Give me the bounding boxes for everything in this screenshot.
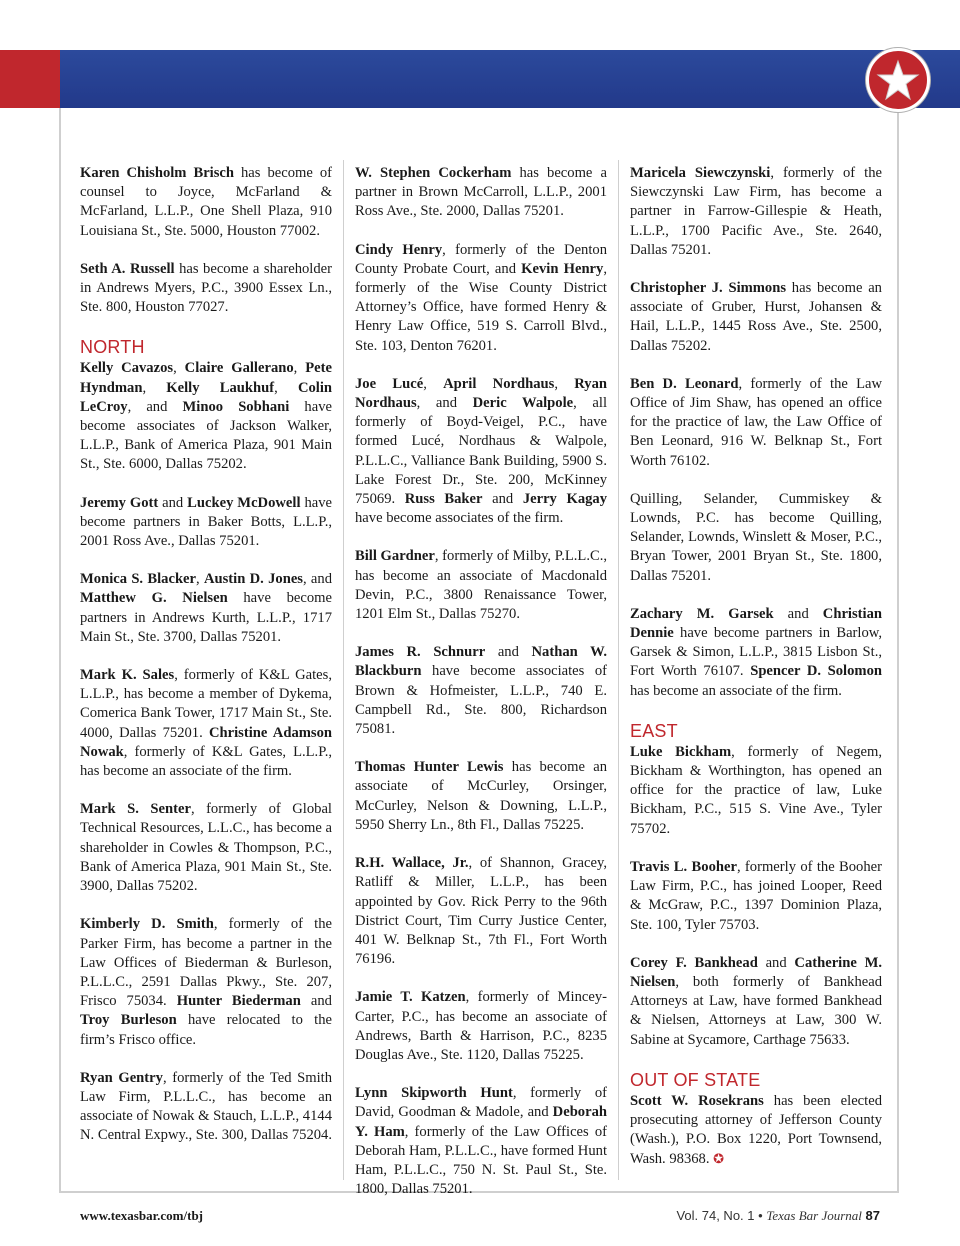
announcement-text: , formerly of the Ted Smith Law Firm, P.L.L.C., has become an associate of Nowak & Stauch, L.L.P., 4144 N. Central Expwy., Ste. 300, Dallas 75204. <box>80 1069 332 1144</box>
attorney-name: Scott W. Rosekrans <box>630 1092 764 1109</box>
announcement-text: has become a shareholder in Andrews Myers, P.C., 3900 Essex Ln., Ste. 800, Houston 77027. <box>80 260 332 316</box>
announcement-text: , formerly of David, Goodman & Madole, and <box>355 1085 607 1121</box>
attorney-name: Maricela Siewczynski <box>630 165 771 181</box>
announcement-entry <box>355 758 607 835</box>
footer-journal: Texas Bar Journal <box>766 1208 862 1223</box>
announcement-text: have become partners in Baker Botts, L.L.P., 2001 Ross Ave., Dallas 75201. <box>80 494 332 550</box>
attorney-name: Jamie T. Katzen <box>355 989 466 1006</box>
attorney-name: Deric Walpole <box>472 395 574 412</box>
attorney-name: Mark K. Sales <box>80 667 175 684</box>
attorney-name: James R. Schnurr <box>355 644 486 661</box>
attorney-name: Bill Gardner <box>355 548 435 565</box>
attorney-name: Kelly Laukhuf <box>166 379 275 396</box>
announcement-text: have become associates of the firm. <box>355 510 564 527</box>
attorney-name: R.H. Wallace, Jr. <box>355 855 469 872</box>
announcement-text: and <box>300 993 332 1010</box>
announcement-entry <box>630 279 882 356</box>
attorney-name: Colin LeCroy <box>80 379 332 415</box>
announcement-entry <box>80 1069 332 1146</box>
announcement-text: , <box>274 379 298 396</box>
announcement-text: , and <box>302 571 333 588</box>
announcement-text: , formerly of the Booher Law Firm, P.C., has joined Looper, Reed & McGraw, P.C., 1397 Dominion Plaza, Ste. 100, Tyler 75703. <box>630 858 882 933</box>
column-divider <box>343 160 344 1180</box>
announcement-text: , formerly of the Law Offices of Deborah Ham, P.L.L.C., have formed Hunt Ham, P.L.L.C., 750 N. St. Paul St., Ste. 1800, Dallas 75201. <box>355 1123 607 1198</box>
announcement-text: , and <box>416 395 473 412</box>
announcement-entry <box>630 743 882 839</box>
attorney-name: Kelly Cavazos <box>80 360 174 377</box>
attorney-name: Claire Gallerano <box>184 360 294 377</box>
announcement-text: and <box>482 491 523 508</box>
announcement-entry <box>355 164 607 222</box>
attorney-name: Travis L. Booher <box>630 858 737 875</box>
announcement-entry <box>630 605 882 701</box>
announcement-entry <box>630 954 882 1050</box>
announcement-text: and <box>485 644 532 661</box>
announcement-text: , <box>142 379 167 396</box>
star-icon <box>876 58 920 102</box>
region-heading: NORTH <box>80 337 145 358</box>
attorney-name: Hunter Biederman <box>176 993 301 1010</box>
announcement-text: has become an associate of McCurley, Orsinger, McCurley, Nelson & Downing, L.L.P., 5950 Sherry Ln., 8th Fl., Dallas 75225. <box>355 759 607 833</box>
star-badge <box>866 48 930 112</box>
announcement-text: , and <box>127 398 183 415</box>
announcement-text: , formerly of K&L Gates, L.L.P., has become an associate of the firm. <box>80 743 332 780</box>
announcement-text: Quilling, Selander, Cummiskey & Lownds, P.C. has become Quilling, Selander, Lownds, Winslett & Moser, P.C., Bryan Tower, 2001 Bryan St., Ste. 1800, Dallas 75201. <box>630 490 882 584</box>
announcement-text: , <box>196 571 204 588</box>
announcement-text: , formerly of K&L Gates, L.L.P., has become a member of Dykema, Comerica Bank Tower, 1717 Main St., Ste. 4000, Dallas 75201. <box>80 667 332 741</box>
announcement-text: , formerly of Mincey-Carter, P.C., has become an associate of Andrews, Barth & Harrison, P.C., 8235 Douglas Ave., Ste. 1120, Dallas 75225. <box>355 989 607 1063</box>
announcement-entry <box>355 854 607 969</box>
announcement-text: and <box>158 494 188 511</box>
attorney-name: Matthew G. Nielsen <box>80 590 228 607</box>
attorney-name: Joe Lucé <box>355 375 424 392</box>
announcement-text: and <box>757 954 795 971</box>
announcement-text: have become associates of Jackson Walker, L.L.P., Bank of America Plaza, 901 Main St., Ste. 6000, Dallas 75202. <box>80 398 332 473</box>
attorney-name: Nathan W. Blackburn <box>355 644 607 680</box>
region-heading: OUT OF STATE <box>630 1069 761 1090</box>
announcement-text: , formerly of Milby, P.L.L.C., has become an associate of Macdonald Devin, P.C., 3800 Renaissance Tower, 1201 Elm St., Dallas 75270. <box>355 548 608 623</box>
announcement-entry <box>355 547 607 624</box>
attorney-name: Christian Dennie <box>630 605 882 642</box>
column-divider <box>618 160 619 1180</box>
announcement-entry <box>80 800 332 896</box>
attorney-name: Kevin Henry <box>521 260 604 277</box>
announcement-text: has been elected prosecuting attorney of Jefferson County (Wash.), P.O. Box 1220, Port Townsend, Wash. 98368. <box>630 1092 882 1168</box>
announcement-text: , <box>423 375 444 392</box>
announcement-entry <box>80 260 332 318</box>
announcement-entry <box>630 375 882 471</box>
attorney-name: Ryan Gentry <box>80 1069 163 1086</box>
announcement-entry <box>80 915 332 1049</box>
column-3 <box>630 164 882 1189</box>
footer-bullet: • <box>758 1208 763 1223</box>
attorney-name: Austin D. Jones <box>203 571 303 588</box>
announcement-text: , <box>293 360 306 377</box>
announcement-text: , formerly of Negem, Bickham & Worthington, has opened an office for the practice of law, Luke Bickham, P.C., 515 S. Vine Ave., Tyler 75702. <box>630 743 882 837</box>
announcement-text: has become an associate of the firm. <box>630 682 842 699</box>
announcement-entry <box>80 570 332 647</box>
attorney-name: Jeremy Gott <box>80 494 159 511</box>
announcement-entry <box>80 359 332 474</box>
announcement-entry <box>355 988 607 1065</box>
announcement-text: and <box>773 605 823 622</box>
footer-issue <box>676 1208 880 1224</box>
attorney-name: Russ Baker <box>404 491 483 508</box>
attorney-name: Luke Bickham <box>630 743 732 760</box>
header-red-block <box>0 50 60 108</box>
attorney-name: Zachary M. Garsek <box>630 605 774 622</box>
attorney-name: Deborah Y. Ham <box>355 1104 607 1140</box>
announcement-text: , formerly of the Siewczynski Law Firm, has become a partner in Farrow-Gillespie & Heath, L.L.P., 1700 Pacific Ave., Ste. 2640, Dallas 75201. <box>630 165 882 258</box>
announcement-text: , formerly of Global Technical Resources, L.L.C., has become a shareholder in Cowles & Thompson, P.C., Bank of America Plaza, 901 Main St., Ste. 3900, Dallas 75202. <box>80 801 332 895</box>
announcement-text: has become of counsel to Joyce, McFarland & McFarland, L.L.P., One Shell Plaza, 910 Louisiana St., Ste. 5000, Houston 77002. <box>80 165 332 239</box>
attorney-name: Catherine M. Nielsen <box>630 954 882 990</box>
attorney-name: Troy Burleson <box>80 1012 177 1029</box>
attorney-name: Corey F. Bankhead <box>630 954 758 971</box>
announcement-entry <box>355 375 607 529</box>
header-banner <box>0 50 960 108</box>
column-1 <box>80 164 332 1165</box>
announcement-text: have become partners in Barlow, Garsek & Simon, L.L.P., 3815 Lisbon St., Fort Worth 76107. <box>630 625 882 680</box>
announcement-text: , <box>173 360 185 377</box>
attorney-name: April Nordhaus <box>443 375 555 392</box>
announcement-text: , formerly of the Wise County District Attorney’s Office, have formed Henry & Henry Law Office, 519 S. Carroll Blvd., Ste. 103, Denton 76201. <box>355 260 607 354</box>
attorney-name: Ben D. Leonard <box>630 375 739 392</box>
attorney-name: Minoo Sobhani <box>182 398 290 415</box>
announcement-entry <box>630 490 882 586</box>
announcement-text: , all formerly of Boyd-Veigel, P.C., have formed Lucé, Nordhaus & Walpole, P.L.L.C., Valliance Bank Building, 5900 S. Lake Forest Dr., Ste. 200, McKinney 75069. <box>355 395 607 508</box>
column-2 <box>355 164 607 1218</box>
attorney-name: Jerry Kagay <box>522 491 608 508</box>
attorney-name: Seth A. Russell <box>80 260 175 277</box>
attorney-name: Mark S. Senter <box>80 801 191 818</box>
announcement-text: , formerly of the Denton County Probate Court, and <box>355 241 608 277</box>
announcement-entry <box>355 241 607 356</box>
announcement-entry <box>630 858 882 935</box>
attorney-name: Thomas Hunter Lewis <box>355 759 504 776</box>
attorney-name: Luckey McDowell <box>187 494 301 511</box>
end-mark-icon: ✪ <box>713 1151 725 1167</box>
announcement-text: , both formerly of Bankhead Attorneys at Law, have formed Bankhead & Nielsen, Attorneys at Law, 300 W. Sabine at Sycamore, Carthage 75633. <box>630 973 882 1048</box>
announcement-text: has become a partner in Brown McCarroll, L.L.P., 2001 Ross Ave., Ste. 2000, Dallas 75201. <box>355 165 607 220</box>
attorney-name: Spencer D. Solomon <box>750 663 882 680</box>
page-number: 87 <box>865 1208 880 1223</box>
announcement-text: have become associates of Brown & Hofmeister, L.L.P., 740 E. Campbell Rd., Ste. 800, Richardson 75081. <box>355 663 607 738</box>
attorney-name: Karen Chisholm Brisch <box>80 165 235 181</box>
announcement-text: , <box>554 375 575 392</box>
attorney-name: Christine Adamson Nowak <box>80 724 332 760</box>
attorney-name: Monica S. Blacker <box>80 571 197 588</box>
attorney-name: Christopher J. Simmons <box>630 280 787 297</box>
announcement-text: have relocated to the firm’s Frisco office. <box>80 1012 332 1048</box>
announcement-entry <box>355 1084 607 1199</box>
announcement-entry <box>630 164 882 260</box>
footer-url[interactable]: www.texasbar.com/tbj <box>80 1208 204 1223</box>
announcement-entry <box>80 164 332 241</box>
announcement-entry <box>630 1092 882 1170</box>
attorney-name: Cindy Henry <box>355 241 443 258</box>
attorney-name: Pete Hyndman <box>80 360 332 396</box>
attorney-name: Lynn Skipworth Hunt <box>355 1085 513 1102</box>
announcement-text: has become an associate of Gruber, Hurst, Johansen & Hail, L.L.P., 1445 Ross Ave., Ste. 2500, Dallas 75202. <box>630 280 882 354</box>
footer-volume: Vol. 74, No. 1 <box>676 1208 755 1223</box>
announcement-entry <box>80 666 332 781</box>
region-heading: EAST <box>630 720 678 741</box>
attorney-name: Kimberly D. Smith <box>80 916 214 933</box>
announcement-text: have become partners in Andrews Kurth, L.L.P., 1717 Main St., Ste. 3700, Dallas 75201. <box>80 590 332 645</box>
announcement-text: , formerly of the Law Office of Jim Shaw, has opened an office for the practice of law, the Law Office of Ben Leonard, 916 W. Belknap St., Fort Worth 76102. <box>630 375 883 469</box>
announcement-entry <box>80 494 332 552</box>
attorney-name: Ryan Nordhaus <box>355 375 608 412</box>
announcement-entry <box>355 643 607 739</box>
announcement-text: , formerly of the Parker Firm, has become a partner in the Law Offices of Biederman & Burleson, P.L.L.C., 2591 Dallas Pkwy., Ste. 207, Frisco 75034. <box>80 916 332 1010</box>
announcement-text: , of Shannon, Gracey, Ratliff & Miller, L.L.P., has been appointed by Gov. Rick Perry to the 96th District Court, Tim Curry Justice Center, 401 W. Belknap St., 7th Fl., Fort Worth 76196. <box>355 855 607 968</box>
attorney-name: W. Stephen Cockerham <box>355 165 512 181</box>
